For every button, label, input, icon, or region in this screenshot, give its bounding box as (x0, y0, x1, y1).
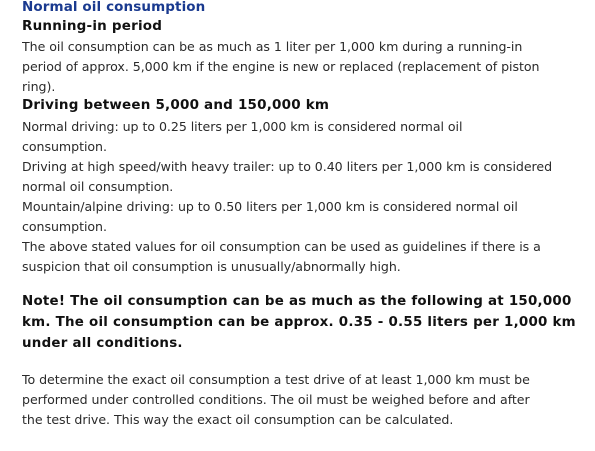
test-drive-line-2: performed under controlled conditions. The oil must be weighed before and after (22, 392, 530, 407)
test-drive-line-1: To determine the exact oil consumption a test drive of at least 1,000 km must be (22, 372, 530, 387)
driving-line-6: consumption. (22, 219, 107, 234)
driving-line-4: normal oil consumption. (22, 179, 174, 194)
note-line-1: Note! The oil consumption can be as much as the following at 150,000 (22, 294, 572, 309)
section-heading-running-in: Running-in period (22, 18, 163, 34)
driving-line-1: Normal driving: up to 0.25 liters per 1,000 km is considered normal oil (22, 119, 463, 134)
driving-line-7: The above stated values for oil consumption can be used as guidelines if there is a (22, 239, 541, 254)
note-line-3: under all conditions. (22, 336, 183, 351)
running-in-line-3: ring). (22, 79, 56, 94)
driving-line-3: Driving at high speed/with heavy trailer: up to 0.40 liters per 1,000 km is considered (22, 159, 553, 174)
driving-line-2: consumption. (22, 139, 107, 154)
driving-line-8: suspicion that oil consumption is unusually/abnormally high. (22, 259, 401, 274)
running-in-line-1: The oil consumption can be as much as 1 liter per 1,000 km during a running-in (22, 39, 523, 54)
running-in-line-2: period of approx. 5,000 km if the engine is new or replaced (replacement of piston (22, 59, 540, 74)
page-title: Normal oil consumption (22, 0, 206, 15)
section-heading-driving: Driving between 5,000 and 150,000 km (22, 97, 330, 113)
test-drive-line-3: the test drive. This way the exact oil consumption can be calculated. (22, 412, 454, 427)
note-line-2: km. The oil consumption can be approx. 0.35 - 0.55 liters per 1,000 km (22, 315, 576, 330)
driving-line-5: Mountain/alpine driving: up to 0.50 liters per 1,000 km is considered normal oil (22, 199, 518, 214)
